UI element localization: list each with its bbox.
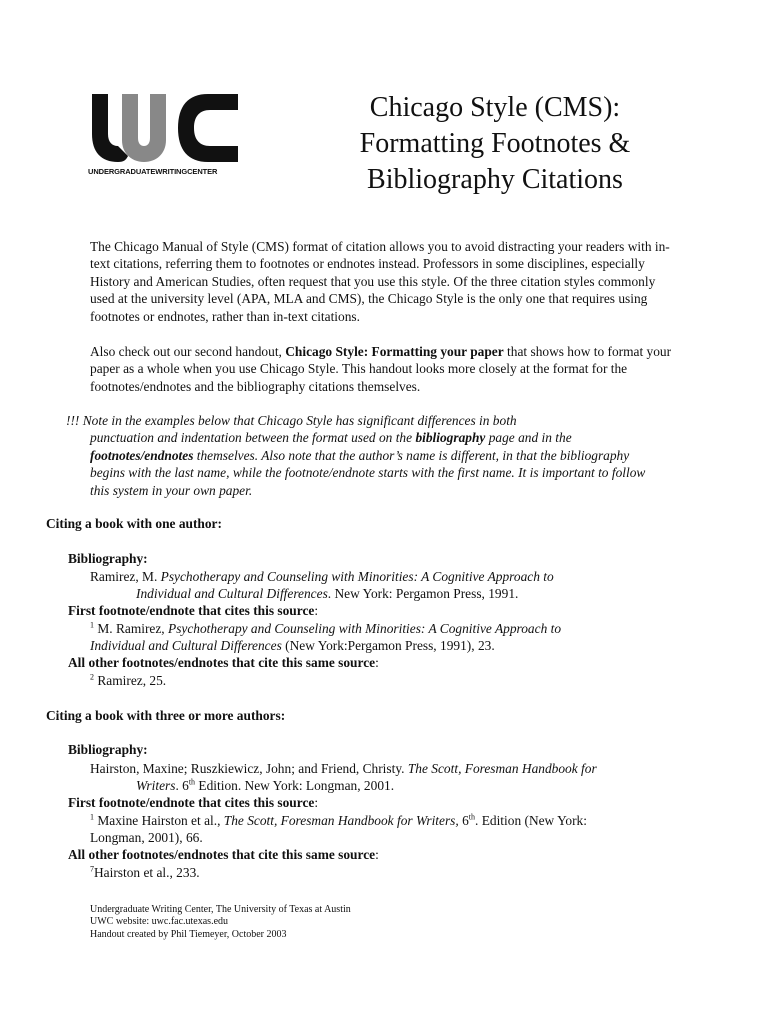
s2-first-footnote-label bbox=[68, 795, 318, 811]
title-line-3: Bibliography Citations bbox=[367, 164, 623, 195]
note-part-c: themselves. Also note that the author’s name is different, in that the bibliography begins with the last name, while the footnote/endnote starts with the first name. It is important to follow this system in your own paper. bbox=[90, 447, 646, 498]
s2-other-colon: : bbox=[375, 847, 379, 862]
uwc-logo bbox=[88, 88, 248, 188]
second-handout-link-text: Chicago Style: Formatting your paper bbox=[285, 344, 504, 359]
s2-bibliography-label: Bibliography: bbox=[68, 742, 148, 757]
page-footer bbox=[90, 904, 490, 941]
s2-first-ed-a: 6 bbox=[458, 813, 469, 828]
s1-first-footnote-label bbox=[68, 603, 318, 619]
s2-first-ed-sup: th bbox=[468, 812, 476, 822]
s1-first-title-b: Individual and Cultural Differences bbox=[90, 638, 282, 653]
note-part-a: punctuation and indentation between the format used on the bbox=[90, 430, 416, 446]
s2-first-ed-b: . Edition (New York: bbox=[475, 813, 587, 828]
s2-bib-edition-b: Edition. New York: Longman, 2001. bbox=[195, 778, 395, 793]
s2-other-text: Hairston et al., 233. bbox=[94, 865, 200, 880]
s2-first-label-text: First footnote/endnote that cites this source bbox=[68, 795, 315, 810]
s1-first-label-text: First footnote/endnote that cites this source bbox=[68, 603, 315, 618]
title-line-2: Formatting Footnotes & bbox=[359, 128, 631, 159]
p2-before: Also check out our second handout, bbox=[90, 344, 286, 359]
s1-other-label-text: All other footnotes/endnotes that cite this same source bbox=[68, 655, 376, 670]
s1-bib-title-b: Individual and Cultural Differences bbox=[136, 586, 328, 601]
section-three-authors-heading: Citing a book with three or more authors: bbox=[46, 708, 286, 723]
s1-first-pub: (New York:Pergamon Press, 1991), 23. bbox=[281, 638, 495, 653]
s2-bib-title-b: Writers bbox=[136, 778, 176, 793]
important-note bbox=[66, 412, 656, 499]
s2-first-cont: Longman, 2001), 66. bbox=[90, 830, 203, 845]
note-body bbox=[66, 429, 656, 499]
s2-first-footnote-entry bbox=[90, 812, 690, 846]
intro-paragraph-1: The Chicago Manual of Style (CMS) format of citation allows you to avoid distracting your readers with in-text citations, referring them to footnotes or endnotes instead. Professors in some disciplines, especially History and American Studies, often request that you use this style. Of the three citation styles commonly used at the university level (APA, MLA and CMS), the Chicago Style is the only one that requires using footnotes or endnotes, rather than in-text citations. bbox=[90, 239, 670, 324]
s2-bibliography-entry bbox=[90, 760, 690, 794]
s1-other-text: Ramirez, 25. bbox=[94, 673, 167, 688]
note-bibliography: bibliography bbox=[415, 430, 486, 446]
s1-bib-author: Ramirez, M. bbox=[90, 569, 161, 584]
footer-line-2: UWC website: uwc.fac.utexas.edu bbox=[90, 916, 229, 928]
s2-first-author: Maxine Hairston et al., bbox=[94, 813, 224, 828]
s1-other-colon: : bbox=[375, 655, 379, 670]
s2-first-colon: : bbox=[314, 795, 319, 810]
s2-first-num: 1 bbox=[90, 812, 94, 822]
s1-first-colon: : bbox=[314, 603, 319, 618]
s2-other-footnote-label bbox=[68, 847, 379, 863]
footer-line-3: Handout created by Phil Tiemeyer, October 2003 bbox=[90, 928, 287, 940]
s2-first-title: The Scott, Foresman Handbook for Writers, bbox=[223, 813, 459, 828]
s1-first-num: 1 bbox=[90, 620, 94, 630]
s1-first-footnote-entry bbox=[90, 620, 690, 654]
s1-bibliography-label: Bibliography: bbox=[68, 551, 148, 566]
s2-other-footnote-entry bbox=[90, 864, 690, 881]
s1-bib-pub: . New York: Pergamon Press, 1991. bbox=[327, 586, 519, 601]
s2-bib-authors: Hairston, Maxine; Ruszkiewicz, John; and Friend, Christy. bbox=[90, 761, 408, 776]
s2-bib-edition-a: . 6 bbox=[175, 778, 189, 793]
note-line-1: !!! Note in the examples below that Chicago Style has significant differences in both bbox=[66, 413, 517, 428]
s1-other-footnote-label bbox=[68, 655, 379, 671]
section-one-author-heading: Citing a book with one author: bbox=[46, 516, 222, 531]
s2-other-num: 7 bbox=[90, 864, 94, 874]
page-title bbox=[300, 90, 690, 198]
s2-bib-title-a: The Scott, Foresman Handbook for bbox=[407, 761, 597, 776]
s1-bib-title-a: Psychotherapy and Counseling with Minorities: A Cognitive Approach to bbox=[160, 569, 554, 584]
p2-after: that shows how to format your paper as a whole when you use Chicago Style. This handout looks more closely at the format for the footnotes/endnotes and the bibliography citations themselves. bbox=[90, 344, 672, 394]
s1-other-num: 2 bbox=[90, 672, 94, 682]
s1-first-author: M. Ramirez, bbox=[94, 621, 169, 636]
note-footnotes: footnotes/endnotes bbox=[90, 447, 194, 463]
s2-bib-edition-sup: th bbox=[188, 777, 196, 787]
intro-paragraph-2 bbox=[90, 343, 682, 395]
title-line-1: Chicago Style (CMS): bbox=[369, 92, 621, 123]
note-part-b: page and in the bbox=[485, 430, 572, 446]
logo-caption: UNDERGRADUATEWRITINGCENTER bbox=[88, 167, 218, 176]
s1-bibliography-entry bbox=[90, 568, 690, 602]
s1-other-footnote-entry bbox=[90, 672, 690, 689]
s1-first-title-a: Psychotherapy and Counseling with Minorities: A Cognitive Approach to bbox=[168, 621, 562, 636]
footer-line-1: Undergraduate Writing Center, The University of Texas at Austin bbox=[90, 904, 351, 915]
uwc-logo-mark bbox=[88, 88, 248, 168]
s2-other-label-text: All other footnotes/endnotes that cite this same source bbox=[68, 847, 376, 862]
